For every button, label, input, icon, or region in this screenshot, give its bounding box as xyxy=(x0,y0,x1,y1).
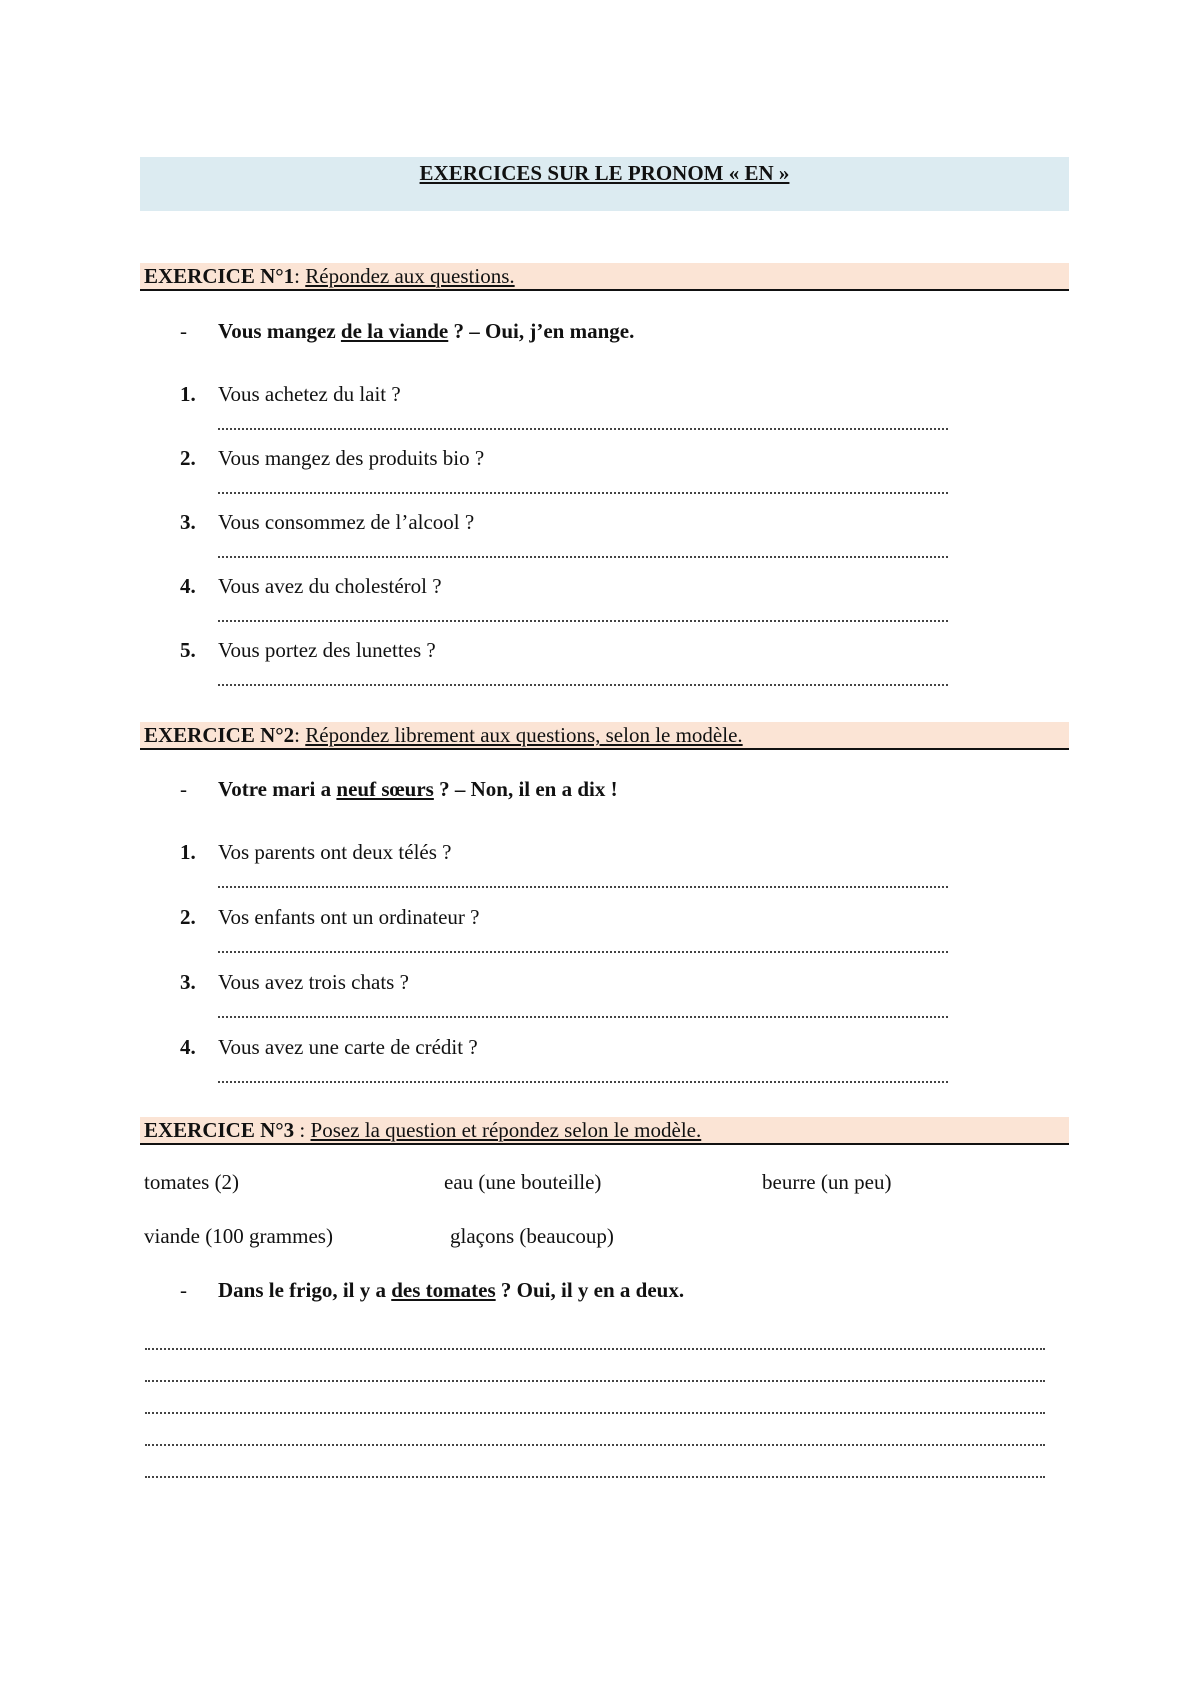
example-after: ? – Oui, j’en mange. xyxy=(448,319,635,343)
question-number: 3. xyxy=(180,970,196,994)
question-text: Vous achetez du lait ? xyxy=(218,382,401,406)
exercise2-instruction: Répondez librement aux questions, selon le modèle. xyxy=(305,723,743,747)
answer-line[interactable] xyxy=(218,1079,948,1083)
title-band xyxy=(140,157,1069,211)
answer-line[interactable] xyxy=(218,618,948,622)
example-before: Dans le frigo, il y a xyxy=(218,1278,392,1302)
question-text: Vos parents ont deux télés ? xyxy=(218,840,452,864)
question-number: 1. xyxy=(180,382,196,406)
question-number: 2. xyxy=(180,446,196,470)
question-number: 1. xyxy=(180,840,196,864)
exercise2-label: EXERCICE N°2 xyxy=(144,723,295,747)
example-dash: - xyxy=(180,777,187,801)
exercise1-header xyxy=(140,263,1069,291)
answer-line[interactable] xyxy=(218,1014,948,1018)
word-item: tomates (2) xyxy=(144,1170,240,1194)
example-underlined: des tomates xyxy=(391,1278,496,1302)
page-title: EXERCICES SUR LE PRONOM « EN » xyxy=(419,161,790,185)
example-text xyxy=(218,318,634,344)
exercise2-header xyxy=(140,722,1069,750)
answer-line[interactable] xyxy=(145,1378,1045,1382)
answer-line[interactable] xyxy=(218,884,948,888)
question-text: Vous consommez de l’alcool ? xyxy=(218,510,475,534)
question-number: 3. xyxy=(180,510,196,534)
exercise1-label: EXERCICE N°1 xyxy=(144,264,295,288)
exercise2-sep: : xyxy=(294,723,301,747)
answer-line[interactable] xyxy=(218,949,948,953)
word-item: eau (une bouteille) xyxy=(444,1170,602,1194)
answer-line[interactable] xyxy=(218,554,948,558)
word-item: viande (100 grammes) xyxy=(144,1224,333,1248)
example-after: ? Oui, il y en a deux. xyxy=(495,1278,685,1302)
answer-line[interactable] xyxy=(145,1474,1045,1478)
word-item: glaçons (beaucoup) xyxy=(450,1224,614,1248)
word-item: beurre (un peu) xyxy=(762,1170,892,1194)
answer-line[interactable] xyxy=(145,1410,1045,1414)
exercise3-header xyxy=(140,1117,1069,1145)
example-before: Votre mari a xyxy=(218,777,337,801)
exercise3-instruction: Posez la question et répondez selon le modèle. xyxy=(310,1118,702,1142)
answer-line[interactable] xyxy=(218,682,948,686)
answer-line[interactable] xyxy=(218,426,948,430)
exercise1-sep: : xyxy=(294,264,301,288)
answer-line[interactable] xyxy=(145,1442,1045,1446)
question-text: Vous mangez des produits bio ? xyxy=(218,446,485,470)
question-number: 4. xyxy=(180,1035,196,1059)
example-dash: - xyxy=(180,319,187,343)
question-text: Vous avez trois chats ? xyxy=(218,970,409,994)
example-text xyxy=(218,776,618,802)
question-number: 2. xyxy=(180,905,196,929)
example-after: ? – Non, il en a dix ! xyxy=(433,777,618,801)
question-text: Vous portez des lunettes ? xyxy=(218,638,436,662)
answer-line[interactable] xyxy=(145,1346,1045,1350)
example-dash: - xyxy=(180,1278,187,1302)
exercise1-instruction: Répondez aux questions. xyxy=(305,264,515,288)
exercise3-label: EXERCICE N°3 xyxy=(144,1118,295,1142)
example-text xyxy=(218,1277,684,1303)
exercise3-sep: : xyxy=(294,1118,306,1142)
question-text: Vous avez du cholestérol ? xyxy=(218,574,442,598)
question-text: Vous avez une carte de crédit ? xyxy=(218,1035,478,1059)
example-before: Vous mangez xyxy=(218,319,341,343)
question-text: Vos enfants ont un ordinateur ? xyxy=(218,905,480,929)
question-number: 4. xyxy=(180,574,196,598)
example-underlined: de la viande xyxy=(340,319,449,343)
answer-line[interactable] xyxy=(218,490,948,494)
example-underlined: neuf sœurs xyxy=(336,777,434,801)
question-number: 5. xyxy=(180,638,196,662)
